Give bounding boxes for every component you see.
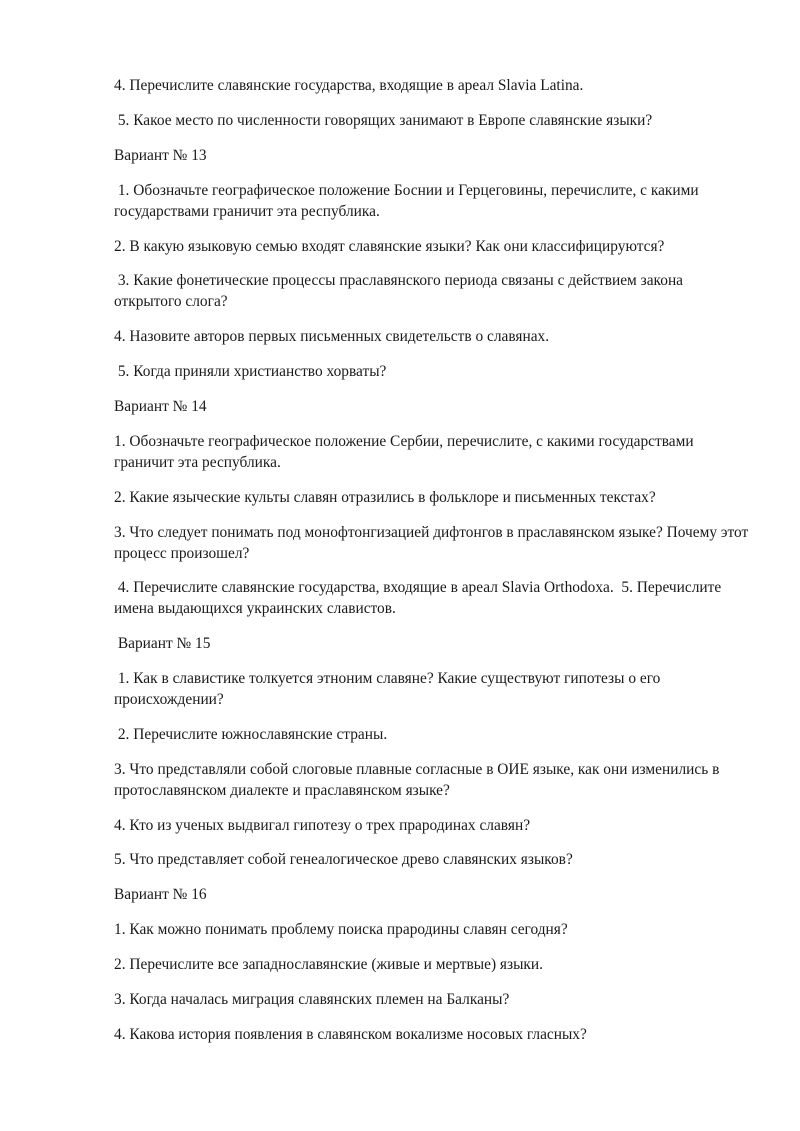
v15-question-4: 4. Кто из ученых выдвигал гипотезу о трех прародинах славян?: [114, 817, 531, 834]
v15-question-5: 5. Что представляет собой генеалогическое древо славянских языков?: [114, 851, 573, 868]
v16-question-2: 2. Перечислите все западнославянские (живые и мертвые) языки.: [114, 956, 543, 973]
v15-question-2: 2. Перечислите южнославянские страны.: [114, 726, 388, 743]
question-4-slavia-latina: 4. Перечислите славянские государства, входящие в ареал Slavia Latina.: [114, 77, 584, 94]
v14-question-1: 1. Обозначьте географическое положение Сербии, перечислите, с какими государствами граничит эта республика.: [114, 433, 698, 471]
v13-question-1: 1. Обозначьте географическое положение Боснии и Герцеговины, перечислите, с какими государствами граничит эта республика.: [114, 182, 703, 220]
variant-15-heading: Вариант № 15: [114, 635, 211, 652]
v14-question-2: 2. Какие языческие культы славян отразились в фольклоре и письменных текстах?: [114, 489, 656, 506]
v13-question-3: 3. Какие фонетические процессы праславянского периода связаны с действием закона открытого слога?: [114, 272, 687, 310]
v16-question-4: 4. Какова история появления в славянском вокализме носовых гласных?: [114, 1026, 587, 1043]
v13-question-4: 4. Назовите авторов первых письменных свидетельств о славянах.: [114, 328, 550, 345]
variant-13-heading: Вариант № 13: [114, 147, 207, 164]
v15-question-3: 3. Что представляли собой слоговые плавные согласные в ОИЕ языке, как они изменились в протославянском диалекте и праславянском языке?: [114, 761, 724, 799]
v16-question-3: 3. Когда началась миграция славянских племен на Балканы?: [114, 991, 510, 1008]
v13-question-5: 5. Когда приняли христианство хорваты?: [114, 363, 387, 380]
v16-question-1: 1. Как можно понимать проблему поиска прародины славян сегодня?: [114, 921, 568, 938]
variant-14-heading: Вариант № 14: [114, 398, 207, 415]
v13-question-2: 2. В какую языковую семью входят славянские языки? Как они классифицируются?: [114, 238, 665, 255]
v14-question-3: 3. Что следует понимать под монофтонгизацией дифтонгов в праславянском языке? Почему этот процесс произошел?: [114, 524, 753, 562]
v14-question-4-5: 4. Перечислите славянские государства, входящие в ареал Slavia Orthodoxa. 5. Перечислите имена выдающихся украинских славистов.: [114, 579, 726, 617]
question-5-speakers: 5. Какое место по численности говорящих занимают в Европе славянские языки?: [114, 112, 653, 129]
v15-question-1: 1. Как в славистике толкуется этноним славяне? Какие существуют гипотезы о его происхождении?: [114, 670, 665, 708]
variant-16-heading: Вариант № 16: [114, 886, 207, 903]
